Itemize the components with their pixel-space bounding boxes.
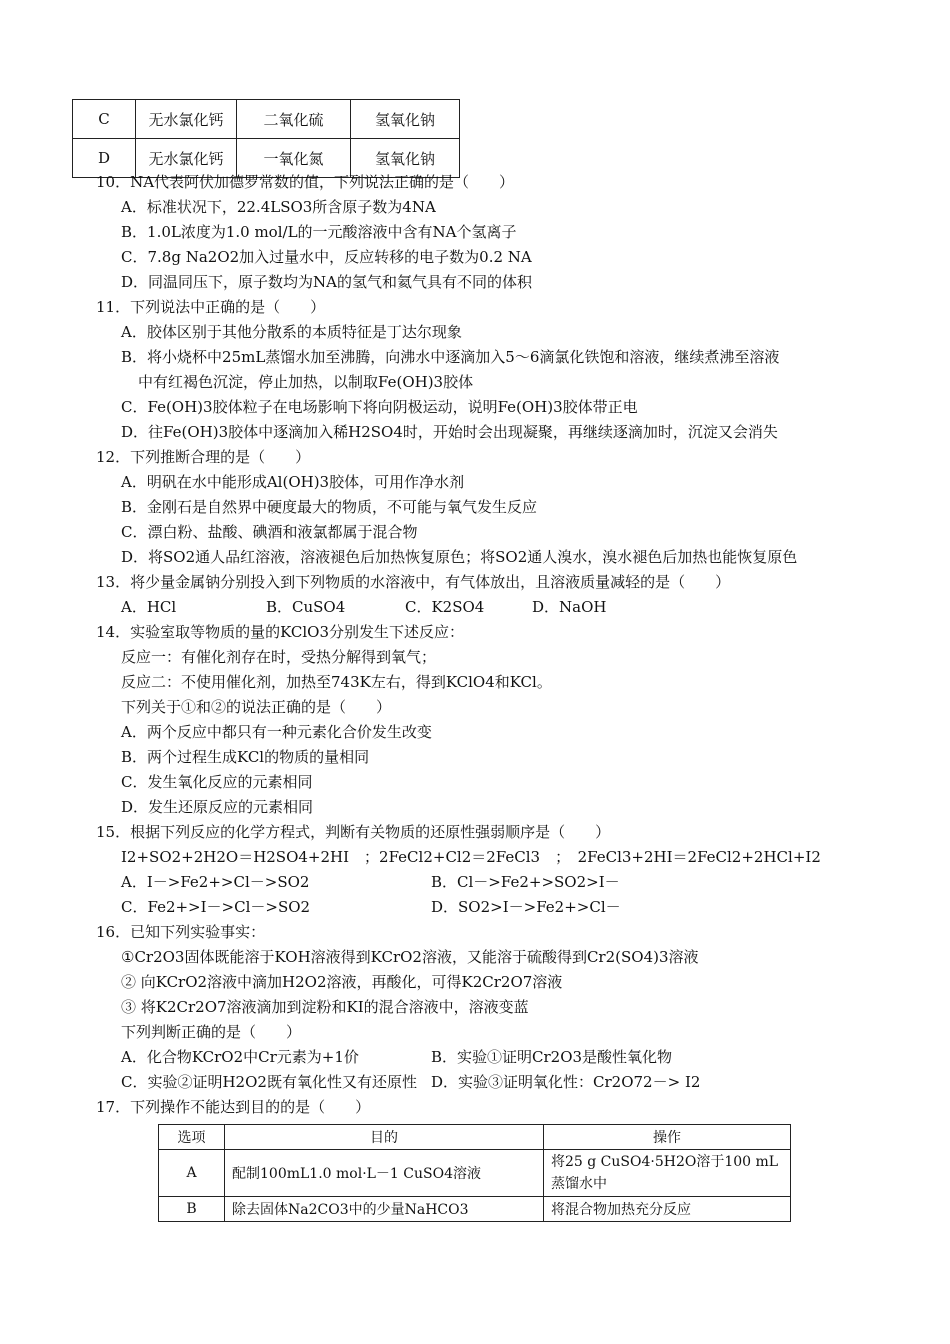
- text-line: D．将SO2通人品红溶液，溶液褪色后加热恢复原色；将SO2通人溴水，溴水褪色后加热也能恢复原色: [121, 548, 798, 566]
- table-cell: 二氧化硫: [237, 100, 351, 139]
- text-line: 反应二：不使用催化剂，加热至743K左右，得到KClO4和KCl。: [121, 673, 552, 691]
- text-line: 12．下列推断合理的是（ ）: [96, 448, 311, 466]
- text-line: 反应一：有催化剂存在时，受热分解得到氧气；: [121, 648, 437, 666]
- text-line: A．胶体区别于其他分散系的本质特征是丁达尔现象: [121, 323, 462, 341]
- text-line: 15．根据下列反应的化学方程式，判断有关物质的还原性强弱顺序是（ ）: [96, 823, 611, 841]
- text-line: A．标准状况下，22.4LSO3所含原子数为4NA: [121, 198, 436, 216]
- text-line: C．7.8g Na2O2加入过量水中，反应转移的电子数为0.2 NA: [121, 248, 532, 266]
- text-line: 中有红褐色沉淀，停止加热，以制取Fe(OH)3胶体: [138, 373, 474, 391]
- text-line: 10．NA代表阿伏加德罗常数的值，下列说法正确的是（ ）: [96, 173, 515, 191]
- table-cell: 将25 g CuSO4·5H2O溶于100 mL蒸馏水中: [544, 1150, 791, 1197]
- answer-option: A．I－>Fe2+>Cl－>SO2: [121, 873, 310, 891]
- table-row: [159, 1197, 791, 1222]
- text-line: I2+SO2+2H2O＝H2SO4+2HI ；2FeCl2+Cl2＝2FeCl3 ； 2FeCl3+2HI＝2FeCl2+2HCl+I2: [121, 848, 821, 866]
- text-line: B．两个过程生成KCl的物质的量相同: [121, 748, 370, 766]
- answer-option: D．NaOH: [532, 598, 607, 616]
- text-line: D．往Fe(OH)3胶体中逐滴加入稀H2SO4时，开始时会出现凝聚，再继续逐滴加时，沉淀又会消失: [121, 423, 778, 441]
- table-cell: B: [159, 1197, 225, 1222]
- table-row: [159, 1150, 791, 1197]
- table-cell: 氢氧化钠: [351, 139, 460, 178]
- table-row: [73, 100, 460, 139]
- answer-option: C．K2SO4: [405, 598, 485, 616]
- text-line: C．Fe(OH)3胶体粒子在电场影响下将向阴极运动，说明Fe(OH)3胶体带正电: [121, 398, 638, 416]
- table-cell: D: [73, 139, 136, 178]
- text-line: ② 向KCrO2溶液中滴加H2O2溶液，再酸化，可得K2Cr2O7溶液: [121, 973, 563, 991]
- text-line: 17．下列操作不能达到目的的是（ ）: [96, 1098, 371, 1116]
- text-line: B．1.0L浓度为1.0 mol/L的一元酸溶液中含有NA个氢离子: [121, 223, 517, 241]
- table-cell: 无水氯化钙: [136, 139, 237, 178]
- text-line: D．同温同压下，原子数均为NA的氢气和氦气具有不同的体积: [121, 273, 532, 291]
- text-line: 11．下列说法中正确的是（ ）: [96, 298, 326, 316]
- text-line: 下列关于①和②的说法正确的是（ ）: [121, 698, 392, 716]
- text-line: 下列判断正确的是（ ）: [121, 1023, 302, 1041]
- text-line: 13．将少量金属钠分别投入到下列物质的水溶液中，有气体放出，且溶液质量减轻的是（ ）: [96, 573, 731, 591]
- text-line: C．漂白粉、盐酸、碘酒和液氯都属于混合物: [121, 523, 418, 541]
- answer-option: B．实验①证明Cr2O3是酸性氧化物: [431, 1048, 673, 1066]
- answer-option: A．化合物KCrO2中Cr元素为+1价: [121, 1048, 359, 1066]
- text-line: D．发生还原反应的元素相同: [121, 798, 314, 816]
- table-header: 目的: [225, 1125, 544, 1150]
- text-line: C．发生氧化反应的元素相同: [121, 773, 313, 791]
- table-cell: 无水氯化钙: [136, 100, 237, 139]
- answer-option: B．CuSO4: [266, 598, 346, 616]
- table-cell: C: [73, 100, 136, 139]
- answer-option: A．HCl: [121, 598, 177, 616]
- table-header-row: [159, 1125, 791, 1150]
- text-line: B．将小烧杯中25mL蒸馏水加至沸腾，向沸水中逐滴加入5～6滴氯化铁饱和溶液，继续煮沸至溶液: [121, 348, 780, 366]
- answer-option: C．实验②证明H2O2既有氧化性又有还原性: [121, 1073, 417, 1091]
- text-line: ①Cr2O3固体既能溶于KOH溶液得到KCrO2溶液，又能溶于硫酸得到Cr2(SO4)3溶液: [121, 948, 699, 966]
- table-header: 操作: [544, 1125, 791, 1150]
- text-line: 16．已知下列实验事实：: [96, 923, 266, 941]
- options-table-top: [72, 99, 460, 178]
- table-cell: 将混合物加热充分反应: [544, 1197, 791, 1222]
- text-line: A．两个反应中都只有一种元素化合价发生改变: [121, 723, 432, 741]
- operations-table: [158, 1124, 791, 1222]
- table-cell: 除去固体Na2CO3中的少量NaHCO3: [225, 1197, 544, 1222]
- text-line: A．明矾在水中能形成Al(OH)3胶体，可用作净水剂: [121, 473, 465, 491]
- answer-option: D．实验③证明氧化性：Cr2O72－> I2: [431, 1073, 701, 1091]
- table-cell: A: [159, 1150, 225, 1197]
- table-header: 选项: [159, 1125, 225, 1150]
- answer-option: C．Fe2+>I－>Cl－>SO2: [121, 898, 311, 916]
- table-cell: 配制100mL1.0 mol·L－1 CuSO4溶液: [225, 1150, 544, 1197]
- text-line: B．金刚石是自然界中硬度最大的物质，不可能与氧气发生反应: [121, 498, 538, 516]
- table-cell: 氢氧化钠: [351, 100, 460, 139]
- table-cell: 一氧化氮: [237, 139, 351, 178]
- text-line: ③ 将K2Cr2O7溶液滴加到淀粉和KI的混合溶液中，溶液变蓝: [121, 998, 529, 1016]
- answer-option: D．SO2>I－>Fe2+>Cl－: [431, 898, 621, 916]
- text-line: 14．实验室取等物质的量的KClO3分别发生下述反应：: [96, 623, 465, 641]
- answer-option: B．Cl－>Fe2+>SO2>I－: [431, 873, 620, 891]
